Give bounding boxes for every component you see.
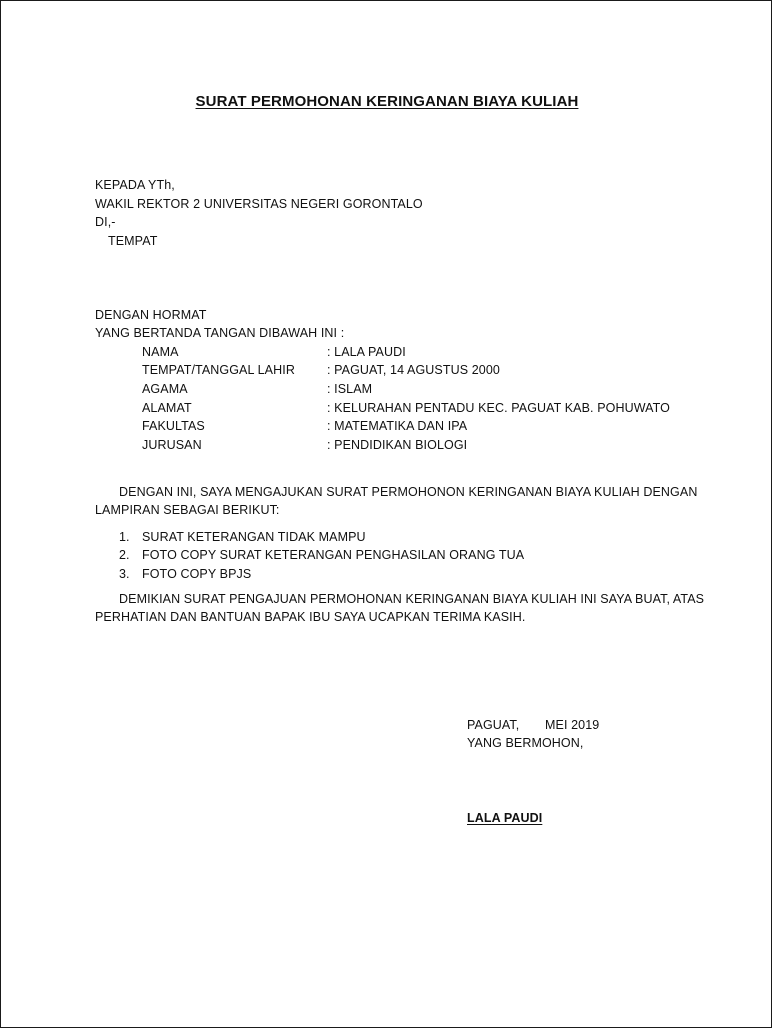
- field-value: : MATEMATIKA DAN IPA: [327, 419, 468, 433]
- list-item-number: 1.: [119, 530, 130, 544]
- recipient-line-3: DI,-: [95, 215, 116, 229]
- field-value: : KELURAHAN PENTADU KEC. PAGUAT KAB. POHUWATO: [327, 401, 670, 415]
- list-item-number: 3.: [119, 567, 130, 581]
- field-value: : LALA PAUDI: [327, 345, 406, 359]
- list-item: SURAT KETERANGAN TIDAK MAMPU: [142, 530, 366, 544]
- greeting: DENGAN HORMAT: [95, 308, 207, 322]
- paragraph-1-line-2: LAMPIRAN SEBAGAI BERIKUT:: [95, 503, 280, 517]
- field-label: FAKULTAS: [142, 419, 205, 433]
- field-label: JURUSAN: [142, 438, 202, 452]
- field-label: NAMA: [142, 345, 179, 359]
- list-item: FOTO COPY BPJS: [142, 567, 252, 581]
- list-item-number: 2.: [119, 548, 130, 562]
- field-value: : PENDIDIKAN BIOLOGI: [327, 438, 468, 452]
- recipient-line-4: TEMPAT: [108, 234, 158, 248]
- recipient-line-2: WAKIL REKTOR 2 UNIVERSITAS NEGERI GORONTALO: [95, 197, 423, 211]
- list-item: FOTO COPY SURAT KETERANGAN PENGHASILAN ORANG TUA: [142, 548, 525, 562]
- paragraph-1-line-1: DENGAN INI, SAYA MENGAJUKAN SURAT PERMOHONON KERINGANAN BIAYA KULIAH DENGAN: [119, 485, 698, 499]
- intro-line: YANG BERTANDA TANGAN DIBAWAH INI :: [95, 326, 345, 340]
- field-label: ALAMAT: [142, 401, 192, 415]
- field-label: TEMPAT/TANGGAL LAHIR: [142, 363, 295, 377]
- recipient-line-1: KEPADA YTh,: [95, 178, 175, 192]
- field-value: : ISLAM: [327, 382, 373, 396]
- paragraph-2-line-1: DEMIKIAN SURAT PENGAJUAN PERMOHONAN KERINGANAN BIAYA KULIAH INI SAYA BUAT, ATAS: [119, 592, 705, 606]
- field-value: : PAGUAT, 14 AGUSTUS 2000: [327, 363, 500, 377]
- signer-name: LALA PAUDI: [467, 811, 543, 825]
- letter-title: SURAT PERMOHONAN KERINGANAN BIAYA KULIAH: [195, 93, 579, 110]
- paragraph-2-line-2: PERHATIAN DAN BANTUAN BAPAK IBU SAYA UCAPKAN TERIMA KASIH.: [95, 610, 526, 624]
- sender-label: YANG BERMOHON,: [467, 736, 584, 750]
- field-label: AGAMA: [142, 382, 188, 396]
- closing-place: PAGUAT,: [467, 718, 520, 732]
- closing-date: MEI 2019: [545, 718, 600, 732]
